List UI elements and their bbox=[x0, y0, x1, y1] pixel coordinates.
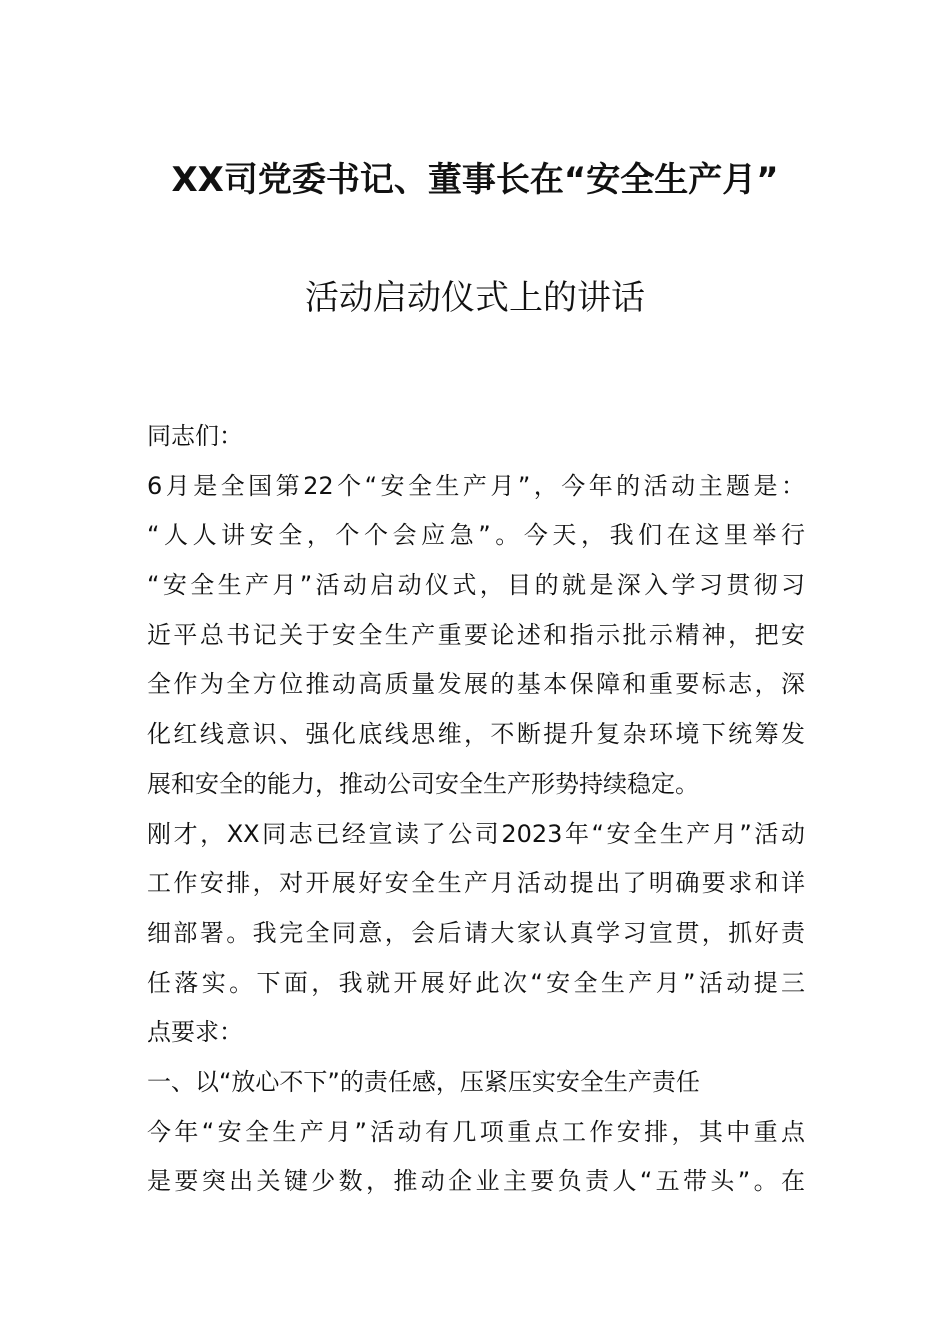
salutation: 同志们： bbox=[147, 422, 243, 450]
paragraph-line: 任落实。下面，我就开展好此次“安全生产月”活动提三 bbox=[147, 968, 805, 997]
paragraph-line: 化红线意识、强化底线思维，不断提升复杂环境下统筹发 bbox=[147, 720, 805, 749]
document-title-line-2: 活动启动仪式上的讲话 bbox=[305, 278, 645, 318]
paragraph-line: 今年“安全生产月”活动有几项重点工作安排，其中重点 bbox=[147, 1117, 805, 1146]
section-heading: 一、以“放心不下”的责任感，压紧压实安全生产责任 bbox=[147, 1067, 700, 1096]
paragraph-line: 是要突出关键少数，推动企业主要负责人“五带头”。在 bbox=[147, 1167, 805, 1196]
document-body bbox=[147, 412, 805, 1207]
paragraph-line: 工作安排，对开展好安全生产月活动提出了明确要求和详 bbox=[147, 869, 805, 898]
paragraph-line: 细部署。我完全同意，会后请大家认真学习宣贯，抓好责 bbox=[147, 918, 805, 947]
paragraph-line: 展和安全的能力，推动公司安全生产形势持续稳定。 bbox=[147, 769, 699, 798]
paragraph-line: 近平总书记关于安全生产重要论述和指示批示精神，把安 bbox=[147, 620, 805, 649]
document-title-line-1: XX司党委书记、董事长在“安全生产月” bbox=[171, 160, 779, 200]
paragraph-line: “安全生产月”活动启动仪式，目的就是深入学习贯彻习 bbox=[147, 571, 805, 600]
paragraph-line: 刚才，XX同志已经宣读了公司2023年“安全生产月”活动 bbox=[147, 819, 805, 848]
paragraph-line: 6月是全国第22个“安全生产月”，今年的活动主题是： bbox=[147, 471, 805, 500]
paragraph-line: 点要求： bbox=[147, 1018, 243, 1047]
paragraph-line: 全作为全方位推动高质量发展的基本保障和重要标志，深 bbox=[147, 670, 805, 699]
paragraph-line: “人人讲安全，个个会应急”。今天，我们在这里举行 bbox=[147, 521, 805, 550]
